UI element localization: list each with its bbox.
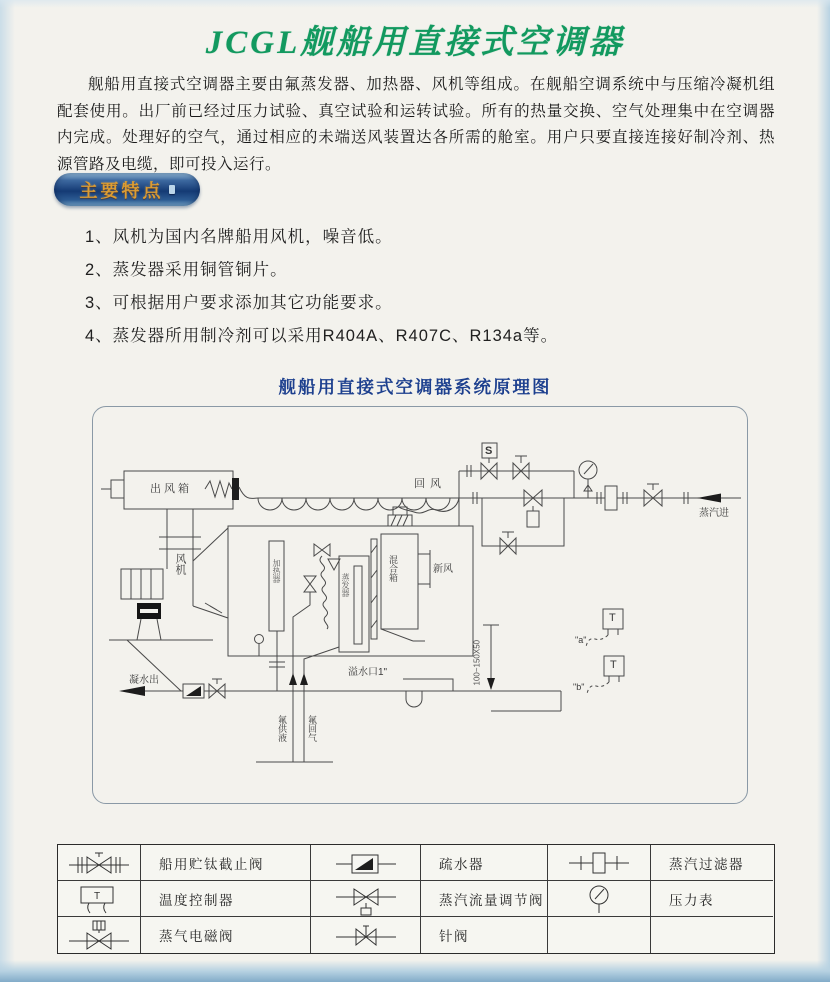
system-diagram (92, 406, 748, 804)
legend-symbol-steam-flow-regulating-valve (311, 881, 421, 917)
temp-sensor-a-glyph: T (609, 612, 616, 624)
u-trap-icon (406, 691, 422, 707)
label-heater: 加热器 (272, 559, 281, 583)
heater-shape (269, 541, 284, 631)
legend-label-empty (651, 917, 773, 953)
label-tag-a: "a" (575, 635, 587, 645)
legend-label: 船用贮钛截止阀 (141, 845, 311, 881)
legend-label: 蒸汽流量调节阀 (421, 881, 548, 917)
temp-sensor-b-glyph: T (610, 659, 617, 671)
legend-symbol-steam-trap (311, 845, 421, 881)
fan-motor-shape (121, 569, 163, 599)
label-condensate-out: 凝水出 (129, 675, 159, 686)
label-freon-gas-return: 氟回气 (307, 715, 317, 742)
condensate-arrow (119, 686, 145, 696)
legend-symbol-needle-valve (311, 917, 421, 953)
page-edge-tint-right (817, 0, 830, 982)
legend-symbol-steam-solenoid-valve (58, 917, 141, 953)
diagram-title: 舰船用直接式空调器系统原理图 (278, 377, 552, 397)
label-fan: 风机 (174, 553, 186, 575)
label-return-air: 回风 (414, 478, 446, 490)
feature-item: 4、蒸发器所用制冷剂可以采用R404A、R407C、R134a等。 (85, 327, 559, 345)
legend-label: 压力表 (651, 881, 773, 917)
label-evaporator: 蒸发器 (341, 573, 350, 597)
legend-symbol-steam-filter (548, 845, 651, 881)
features-list (85, 221, 705, 353)
badge-sparkle (169, 185, 175, 194)
features-badge-label: 主要特点 (79, 180, 164, 201)
legend-table (57, 844, 775, 954)
refrigerant-distributor-icon (320, 556, 328, 629)
flex-spring-icon (205, 481, 232, 497)
label-mixing-box: 混合箱 (388, 555, 398, 582)
solenoid-s-glyph: S (485, 445, 493, 457)
legend-label: 针阀 (421, 917, 548, 953)
legend-label: 蒸汽过滤器 (651, 845, 773, 881)
label-freon-liquid-supply: 氟供液 (277, 715, 287, 742)
legend-symbol-temperature-controller (58, 881, 141, 917)
label-overflow-port: 溢水口1" (348, 667, 388, 678)
features-badge (54, 173, 200, 206)
page-title: JCGL舰船用直接式空调器 (205, 25, 625, 61)
page-edge-tint-top (0, 0, 830, 8)
label-steam-in: 蒸汽进 (699, 508, 729, 519)
steam-trap-icon (334, 845, 398, 881)
label-fresh-air: 新风 (433, 564, 453, 575)
steam-filter-icon (567, 845, 631, 881)
legend-label: 疏水器 (421, 845, 548, 881)
flex-duct-icon (258, 498, 450, 510)
feature-item: 1、风机为国内名牌船用风机，噪音低。 (85, 228, 393, 246)
page-edge-tint-bottom (0, 960, 830, 982)
steam-flow-regulating-valve-icon (334, 881, 398, 917)
intro-paragraph: 舰船用直接式空调器主要由氟蒸发器、加热器、风机等组成。在舰船空调系统中与压缩冷凝机组配套使用。出厂前已经过压力试验、真空试验和运转试验。所有的热量交换、空气处理集中在空调器内完成。处理好的空气，通过相应的未端送风装置达各所需的舱室。用户只要直接连接好制冷剂、热源管路及电缆，即可投入运行。 (57, 76, 775, 173)
system-diagram-drawing (93, 407, 746, 802)
label-air-outlet-box: 出风箱 (150, 483, 192, 495)
feature-item: 2、蒸发器采用铜管铜片。 (85, 261, 288, 279)
legend-label: 蒸气电磁阀 (141, 917, 311, 953)
pressure-gauge-icon (567, 881, 631, 917)
page-edge-tint-left (0, 0, 15, 982)
legend-label: 温度控制器 (141, 881, 311, 917)
needle-valve-icon (334, 917, 398, 953)
marine-stop-valve-icon (67, 845, 131, 881)
temperature-controller-icon (67, 881, 131, 917)
feature-item: 3、可根据用户要求添加其它功能要求。 (85, 294, 393, 312)
legend-symbol-pressure-gauge (548, 881, 651, 917)
t-glyph: T (93, 890, 101, 902)
label-drain-dimension: 100~150X50 (472, 639, 482, 686)
label-tag-b: "b" (573, 682, 585, 692)
legend-symbol-marine-stop-valve (58, 845, 141, 881)
legend-symbol-empty (548, 917, 651, 953)
steam-inlet-arrow (697, 494, 721, 503)
steam-filter-icon (605, 486, 617, 510)
steam-solenoid-valve-icon (67, 917, 131, 953)
